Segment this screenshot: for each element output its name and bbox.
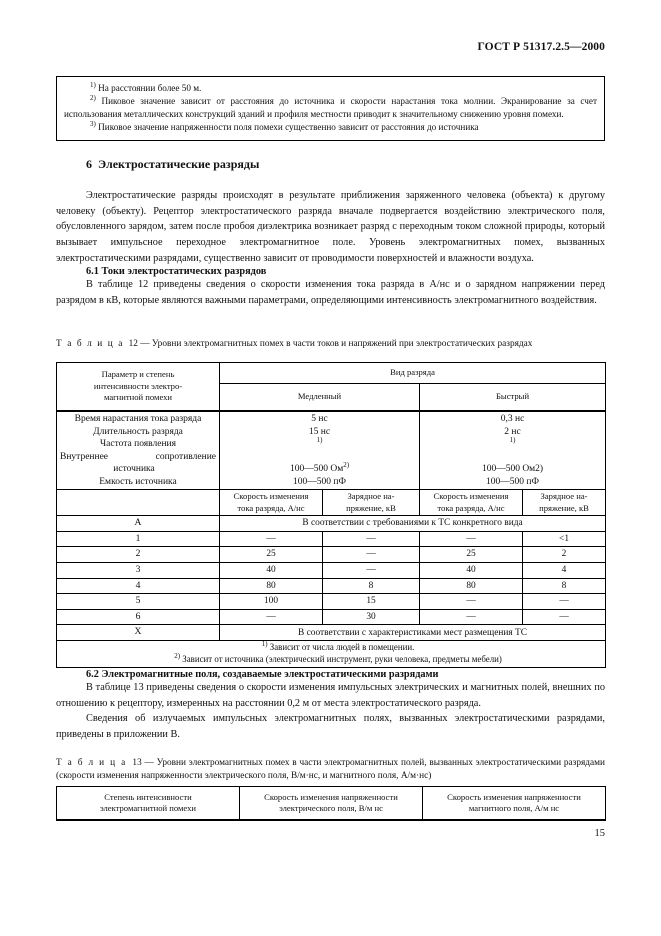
- section-6-1-heading: 6.1 Токи электростатических разрядов: [86, 266, 267, 278]
- table-12-measure-header-blank: [57, 490, 220, 516]
- value-slow-resistance: 100—500 Ом$^{2)}$: [289, 460, 350, 475]
- table-13-header-1-line-1: Степень интенсивности: [104, 791, 192, 802]
- table-row: [57, 594, 606, 610]
- continued-footnote-box: [56, 76, 605, 141]
- param-label-rise-time: Время нарастания тока разряда: [74, 414, 202, 424]
- value-slow-capacitance: 100—500 пФ: [293, 476, 346, 487]
- value-fast-rise-time: 0,3 нс: [500, 414, 525, 424]
- col1-header-line-3: магнитной помехи: [103, 392, 173, 403]
- table-12-level-X-span: В соответствии с характеристиками мест размещения ТС: [220, 625, 606, 641]
- table-12-level-1-c3: —: [420, 531, 523, 547]
- measure-header-1-line-2: тока разряда, А/нс: [237, 502, 305, 513]
- table-12-level-2: 2: [57, 547, 220, 563]
- table-12-level-A-span: В соответствии с требованиями к ТС конкретного вида: [220, 515, 606, 531]
- value-fast-duration: 2 нс: [504, 426, 521, 437]
- table-12-footnotes: [57, 641, 606, 668]
- table-12-level-A: А: [57, 515, 220, 531]
- section-6-1-paragraph: В таблице 12 приведены сведения о скорости изменения тока разряда в А/нс и о зарядном напряжении перед разрядом в кВ, которые являются важными параметрами, определяющими интенсивность электромагнитного воздействия.: [56, 279, 605, 306]
- table-row: [57, 531, 606, 547]
- table-12-level-6-c4: —: [523, 609, 606, 625]
- table-12-measure-header-2: [323, 490, 420, 516]
- table-12-values-slow: [220, 411, 420, 490]
- param-label-duration: Длительность разряда: [93, 426, 183, 437]
- table-13: [56, 786, 606, 821]
- section-6-title: Электростатические разряды: [98, 157, 260, 171]
- param-label-resistance-cont: источника: [113, 464, 155, 475]
- table-12-footnote-1-marker: 1): [261, 640, 268, 649]
- footnote-2: [64, 95, 597, 121]
- footnote-3-marker: 3): [90, 120, 96, 129]
- footnote-3: [64, 121, 597, 134]
- table-12-measure-header-1: [220, 490, 323, 516]
- table-12: [56, 362, 606, 668]
- table-13-header-1-line-2: электромагнитной помехи: [99, 803, 197, 813]
- table-12-parameter-block: [57, 411, 606, 490]
- table-12-caption-text: Уровни электромагнитных помех в части токов и напряжений при электростатических разрядах: [151, 339, 533, 349]
- measure-header-4-line-1: Зарядное на-: [540, 491, 588, 502]
- table-row: [57, 515, 606, 531]
- table-12-level-X: Х: [57, 625, 220, 641]
- table-12-level-4-c2: 8: [323, 578, 420, 594]
- table-12-caption-label: Т а б л и ц а: [56, 339, 124, 349]
- table-row: [57, 547, 606, 563]
- table-12-level-4-c4: 8: [523, 578, 606, 594]
- table-12-group-header: Вид разряда: [220, 363, 606, 384]
- table-13-header-3: [423, 787, 606, 821]
- table-12-level-4-c3: 80: [420, 578, 523, 594]
- table-13-caption-number: 13: [132, 758, 142, 768]
- measure-header-3-line-2: тока разряда, А/нс: [437, 502, 505, 513]
- table-13-caption-dash: —: [144, 758, 154, 768]
- measure-header-1-line-1: Скорость изменения: [233, 491, 309, 502]
- table-12-subheader-fast: Быстрый: [420, 384, 606, 412]
- table-12-caption-number: 12: [128, 339, 138, 349]
- table-12-level-3-c2: —: [323, 562, 420, 578]
- table-12-footnotes-row: [57, 641, 606, 668]
- section-6-heading: [86, 157, 259, 172]
- value-slow-rise-time: 5 нс: [311, 414, 328, 424]
- table-12-level-3-c4: 4: [523, 562, 606, 578]
- table-12-level-6: 6: [57, 609, 220, 625]
- table-12-footnote-1: [60, 642, 602, 654]
- value-slow-frequency: 1): [316, 435, 323, 444]
- section-6-2-paragraph-2: Сведения об излучаемых импульсных электромагнитных полях, вызванных электростатическими разрядами, приведены в приложении В.: [56, 713, 605, 740]
- section-6-2-heading: 6.2 Электромагнитные поля, создаваемые электростатическими разрядами: [86, 669, 439, 680]
- table-12-parameter-labels: [57, 411, 220, 490]
- table-13-caption-label: Т а б л и ц а: [56, 758, 127, 768]
- table-12-footnote-2: [60, 651, 602, 666]
- section-6-2-paragraph-1: В таблице 13 приведены сведения о скорости изменения импульсных электрических и магнитных полей, внешних по отношению к рецептору, измеренных на расстоянии 0,2 м от места электростатического разряда.: [56, 682, 605, 709]
- param-label-frequency: Частота появления: [100, 439, 176, 450]
- table-12-level-5-c1: 100: [220, 594, 323, 610]
- footnote-1: [64, 82, 597, 95]
- table-row: [57, 625, 606, 641]
- col1-header-line-2: интенсивности электро-: [93, 380, 183, 391]
- section-6-paragraph-1: Электростатические разряды происходят в результате приближения заряженного человека (объекта) к другому человеку (объекту). Рецептор электростатического разряда вначале подвергается воздействию электрического поля, обусловленного зарядом, затем после пробоя диэлектрика возникает разряд с переходным током сложной природы, который вызывает импульсное переходное электромагнитное поле. Уровень электромагнитных помех, вызванных электростатическими разрядами, существенно зависит от проводимости поверхностей и влажности воздуха.: [56, 190, 605, 264]
- table-12-level-4-c1: 80: [220, 578, 323, 594]
- table-12-subheader-slow: Медленный: [220, 384, 420, 412]
- param-label-capacitance: Емкость источника: [99, 476, 177, 487]
- table-12-caption: [56, 338, 605, 351]
- measure-header-2-line-1: Зарядное на-: [347, 491, 395, 502]
- footnote-2-text: Пиковое значение зависит от расстояния до источника и скорости нарастания тока молнии. Экранирование за счет использования металлических конструкций зданий и профиля местности приводит к значительному снижению уровня помехи.: [64, 96, 598, 120]
- section-6-body: [56, 188, 605, 308]
- value-fast-capacitance: 100—500 пФ: [486, 476, 539, 487]
- table-12-level-1-c4: <1: [523, 531, 606, 547]
- table-12-level-6-c3: —: [420, 609, 523, 625]
- measure-header-2-line-2: пряжение, кВ: [346, 502, 396, 513]
- table-13-header-row: [57, 787, 606, 821]
- section-6-2-body: [56, 669, 605, 743]
- footnote-1-marker: 1): [90, 80, 96, 89]
- value-slow-duration: 15 нс: [308, 426, 331, 437]
- table-12-level-3-c1: 40: [220, 562, 323, 578]
- col1-header-line-1: Параметр и степень: [101, 369, 175, 380]
- table-12-header-row-1: [57, 363, 606, 384]
- table-row: [57, 578, 606, 594]
- table-12-footnote-1-text: Зависит от числа людей в помещении.: [269, 642, 415, 653]
- table-13-header-3-line-2: магнитного поля, А/м нс: [468, 803, 560, 813]
- table-13-header-1: [57, 787, 240, 821]
- table-13-caption: [56, 757, 605, 784]
- table-12-level-1-c1: —: [220, 531, 323, 547]
- page-number: 15: [594, 828, 605, 839]
- table-12-level-4: 4: [57, 578, 220, 594]
- footnote-1-text: На расстоянии более 50 м.: [98, 83, 202, 93]
- table-12-values-fast: [420, 411, 606, 490]
- table-12-measure-header-row: [57, 490, 606, 516]
- table-12-level-5-c3: —: [420, 594, 523, 610]
- section-6-number: 6: [86, 157, 92, 171]
- table-12-level-2-c1: 25: [220, 547, 323, 563]
- table-12-level-2-c2: —: [323, 547, 420, 563]
- value-fast-frequency: 1): [509, 435, 516, 444]
- table-12-footnote-2-marker: 2): [174, 651, 181, 660]
- measure-header-4-line-2: пряжение, кВ: [539, 502, 589, 513]
- table-12-level-1: 1: [57, 531, 220, 547]
- table-12-col1-header: [57, 363, 220, 412]
- measure-header-3-line-1: Скорость изменения: [433, 491, 509, 502]
- value-fast-resistance: 100—500 Ом2): [481, 464, 544, 475]
- table-row: [57, 562, 606, 578]
- table-13-header-3-line-1: Скорость изменения напряженности: [447, 791, 581, 802]
- table-13-header-2-line-2: электрического поля, В/м нс: [279, 803, 383, 813]
- table-12-level-5-c2: 15: [323, 594, 420, 610]
- footnote-2-marker: 2): [90, 94, 96, 102]
- table-12-level-1-c2: —: [323, 531, 420, 547]
- table-12-level-6-c2: 30: [323, 609, 420, 625]
- footnote-3-text: Пиковое значение напряженности поля помехи существенно зависит от расстояния до источника: [98, 122, 479, 133]
- table-12-level-3: 3: [57, 562, 220, 578]
- table-12-measure-header-4: [523, 490, 606, 516]
- table-12-level-2-c3: 25: [420, 547, 523, 563]
- table-13-caption-text: Уровни электромагнитных помех в части электромагнитных полей, вызванных электростатическими разрядами (скорости изменения напряженности электрического поля, В/м·нс, и магнитного поля, А/м·нс): [56, 758, 605, 782]
- table-12-level-6-c1: —: [220, 609, 323, 625]
- table-12-level-5: 5: [57, 594, 220, 610]
- table-12-footnote-2-text: Зависит от источника (электрический инструмент, руки человека, предметы мебели): [182, 653, 502, 664]
- param-label-resistance: Внутреннее сопротивление: [60, 451, 216, 462]
- running-head: ГОСТ Р 51317.2.5—2000: [477, 41, 605, 53]
- table-row: [57, 609, 606, 625]
- table-13-header-2: [240, 787, 423, 821]
- table-12-measure-header-3: [420, 490, 523, 516]
- table-12-level-2-c4: 2: [523, 547, 606, 563]
- table-13-header-2-line-1: Скорость изменения напряженности: [264, 791, 398, 802]
- table-12-caption-dash: —: [140, 339, 150, 349]
- table-12-level-3-c3: 40: [420, 562, 523, 578]
- table-12-level-5-c4: —: [523, 594, 606, 610]
